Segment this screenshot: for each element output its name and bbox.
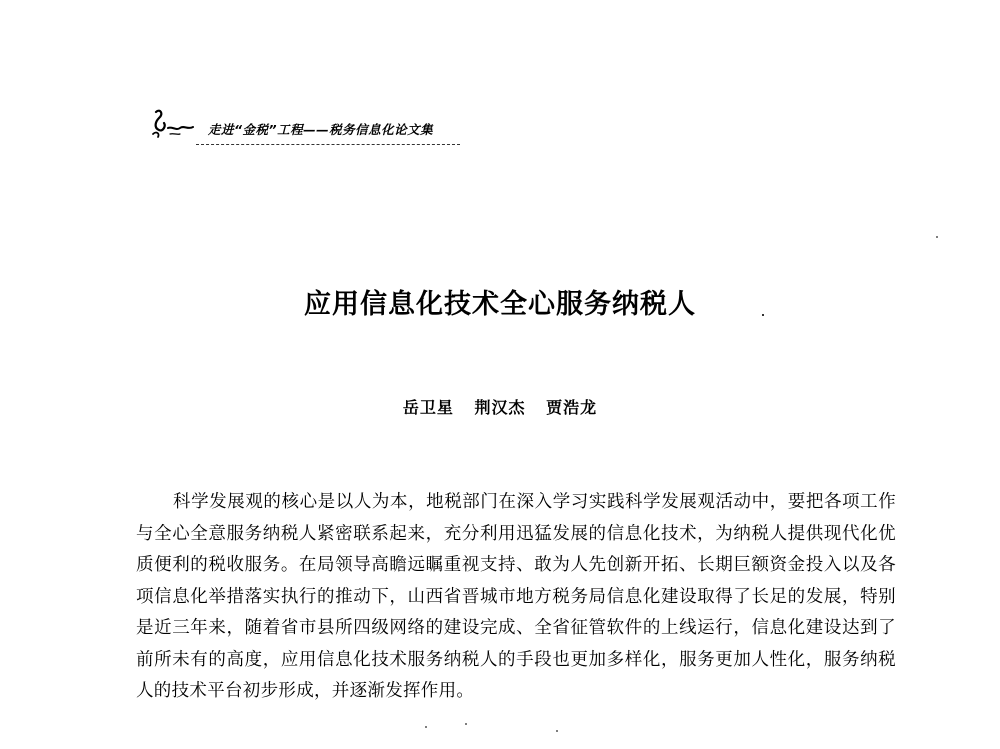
header-rule [196,144,460,145]
running-title: 走进“金税”工程——税务信息化论文集 [208,122,434,137]
article-title: 应用信息化技术全心服务纳税人 [304,289,696,320]
article-paragraph: 科学发展观的核心是以人为本，地税部门在深入学习实践科学发展观活动中，要把各项工作与全心全意服务纳税人紧密联系起来，充分利用迅猛发展的信息化技术，为纳税人提供现代化优质便利的税收服务。在局领导高瞻远瞩重视支持、敢为人先创新开拓、长期巨额资金投入以及各项信息化举措落实执行的推动下，山西省晋城市地方税务局信息化建设取得了长足的发展，特别是近三年来，随着省市县所四级网络的建设完成、全省征管软件的上线运行，信息化建设达到了前所未有的高度，应用信息化技术服务纳税人的手段也更加多样化，服务更加人性化，服务纳税人的技术平台初步形成，并逐渐发挥作用。 [136,492,896,701]
scan-speck [762,314,764,316]
scan-speck [936,236,938,238]
calligraphy-logo-icon [150,104,196,144]
scan-speck [425,726,427,728]
scan-speck [465,723,467,725]
scan-speck [556,730,558,732]
article-authors: 岳卫星 荆汉杰 贾浩龙 [402,398,598,417]
running-header [150,104,480,148]
